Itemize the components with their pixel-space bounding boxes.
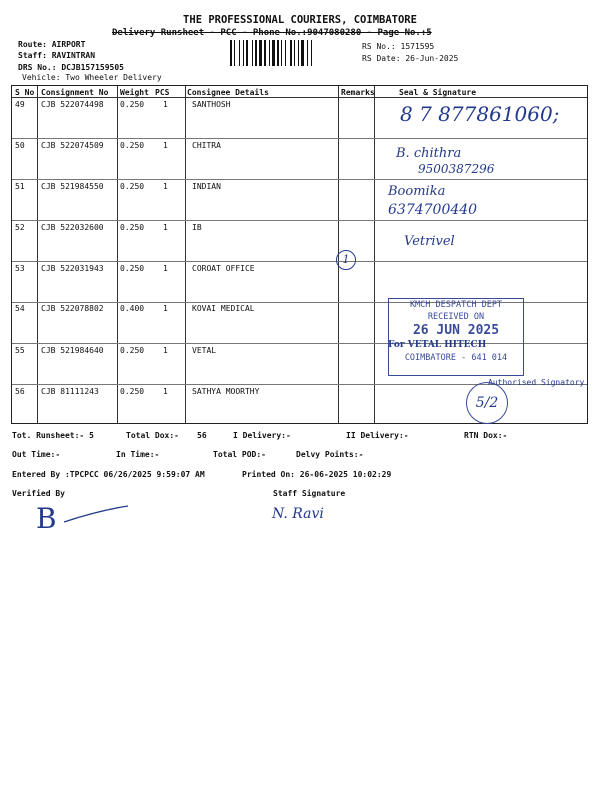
cell-consignment: CJB 522031943 [41, 264, 104, 273]
cell-weight: 0.250 [120, 182, 145, 191]
cell-weight: 0.250 [120, 264, 145, 273]
cell-consignee: VETAL [192, 346, 217, 355]
cell-consignee: SANTHOSH [192, 100, 231, 109]
delvy-points: Delvy Points:- [296, 450, 364, 459]
cell-pcs: 1 [163, 223, 168, 232]
header-remarks: Remarks [341, 88, 375, 97]
cell-weight: 0.250 [120, 141, 145, 150]
stamp-received-on: RECEIVED ON [427, 312, 485, 322]
cell-pcs: 1 [163, 387, 168, 396]
total-runsheet: Tot. Runsheet:- 5 [12, 431, 94, 440]
cell-consignee: SATHYA MOORTHY [192, 387, 260, 396]
cell-pcs: 1 [163, 304, 168, 313]
header-sno: S No [15, 88, 35, 97]
cell-consignment: CJB 521984550 [41, 182, 104, 191]
cell-consignment: CJB 522078802 [41, 304, 104, 313]
stamp-city: COIMBATORE - 641 014 [404, 353, 508, 363]
signature-row-51-name: Boomika [388, 184, 446, 199]
cell-consignee: KOVAI MEDICAL [192, 304, 255, 313]
header-consignee: Consignee Details [187, 88, 269, 97]
staff-signature-label: Staff Signature [273, 489, 346, 498]
verified-by-signature: B [36, 502, 57, 535]
cell-pcs: 1 [163, 346, 168, 355]
authorised-signatory: Authorised Signatory [488, 378, 585, 387]
verified-signature-stroke [62, 504, 132, 526]
cell-weight: 0.250 [120, 387, 145, 396]
staff-signature: N. Ravi [272, 506, 324, 522]
cell-consignment: CJB 522032600 [41, 223, 104, 232]
cell-consignee: INDIAN [192, 182, 221, 191]
cell-sno: 49 [15, 100, 25, 109]
cell-consignment: CJB 522074509 [41, 141, 104, 150]
total-dox-value: 56 [197, 431, 207, 440]
i-delivery: I Delivery:- [233, 431, 291, 440]
cell-pcs: 1 [163, 141, 168, 150]
signature-row-55: For VETAL HITECH [388, 340, 487, 350]
cell-sno: 51 [15, 182, 25, 191]
cell-pcs: 1 [163, 100, 168, 109]
vehicle-label: Vehicle: Two Wheeler Delivery [22, 73, 162, 82]
rs-date: RS Date: 26-Jun-2025 [362, 54, 459, 63]
staff-label: Staff: RAVINTRAN [18, 51, 96, 60]
barcode-image [230, 40, 352, 66]
cell-consignment: CJB 522074498 [41, 100, 104, 109]
remark-circle-53: 1 [336, 250, 356, 270]
printed-on: Printed On: 26-06-2025 10:02:29 [242, 470, 392, 479]
received-stamp [388, 298, 524, 376]
cell-consignment: CJB 521984640 [41, 346, 104, 355]
drs-number: DRS No.: DCJB157159505 [18, 63, 124, 72]
ii-delivery: II Delivery:- [346, 431, 409, 440]
route-label: Route: AIRPORT [18, 40, 86, 49]
total-dox-label: Total Dox:- [126, 431, 179, 440]
runsheet-table [11, 85, 588, 424]
cell-sno: 50 [15, 141, 25, 150]
header-weight: Weight [120, 88, 149, 97]
cell-sno: 53 [15, 264, 25, 273]
signature-row-49: 8 7 877861060; [400, 102, 560, 126]
rtn-dox: RTN Dox:- [464, 431, 508, 440]
total-pod: Total POD:- [213, 450, 266, 459]
cell-weight: 0.400 [120, 304, 145, 313]
cell-consignment: CJB 81111243 [41, 387, 99, 396]
verified-by-label: Verified By [12, 489, 65, 498]
cell-pcs: 1 [163, 264, 168, 273]
runsheet-subtitle: Delivery Runsheet - PCC - Phone No.:9047080280 - Page No.:5 [112, 28, 432, 38]
cell-consignee: COROAT OFFICE [192, 264, 255, 273]
signature-row-50-number: 9500387296 [418, 162, 495, 176]
cell-consignee: IB [192, 223, 202, 232]
cell-sno: 52 [15, 223, 25, 232]
entered-by: Entered By :TPCPCC 06/26/2025 9:59:07 AM [12, 470, 205, 479]
cell-consignee: CHITRA [192, 141, 221, 150]
cell-weight: 0.250 [120, 100, 145, 109]
header-consignment: Consignment No [41, 88, 109, 97]
rs-number: RS No.: 1571595 [362, 42, 435, 51]
signature-row-50-name: B. chithra [396, 146, 462, 161]
header-pcs: PCS [155, 88, 170, 97]
signature-row-56: 5/2 [466, 382, 508, 424]
cell-pcs: 1 [163, 182, 168, 191]
cell-sno: 55 [15, 346, 25, 355]
cell-sno: 56 [15, 387, 25, 396]
header-seal-signature: Seal & Signature [399, 88, 477, 97]
out-time: Out Time:- [12, 450, 61, 459]
cell-weight: 0.250 [120, 223, 145, 232]
signature-row-52: Vetrivel [404, 234, 455, 249]
in-time: In Time:- [116, 450, 160, 459]
stamp-dept: KMCH DESPATCH DEPT [409, 300, 503, 310]
signature-row-51-number: 6374700440 [388, 202, 478, 218]
document-title: THE PROFESSIONAL COURIERS, COIMBATORE [183, 14, 417, 26]
cell-sno: 54 [15, 304, 25, 313]
cell-weight: 0.250 [120, 346, 145, 355]
stamp-date: 26 JUN 2025 [412, 323, 500, 338]
